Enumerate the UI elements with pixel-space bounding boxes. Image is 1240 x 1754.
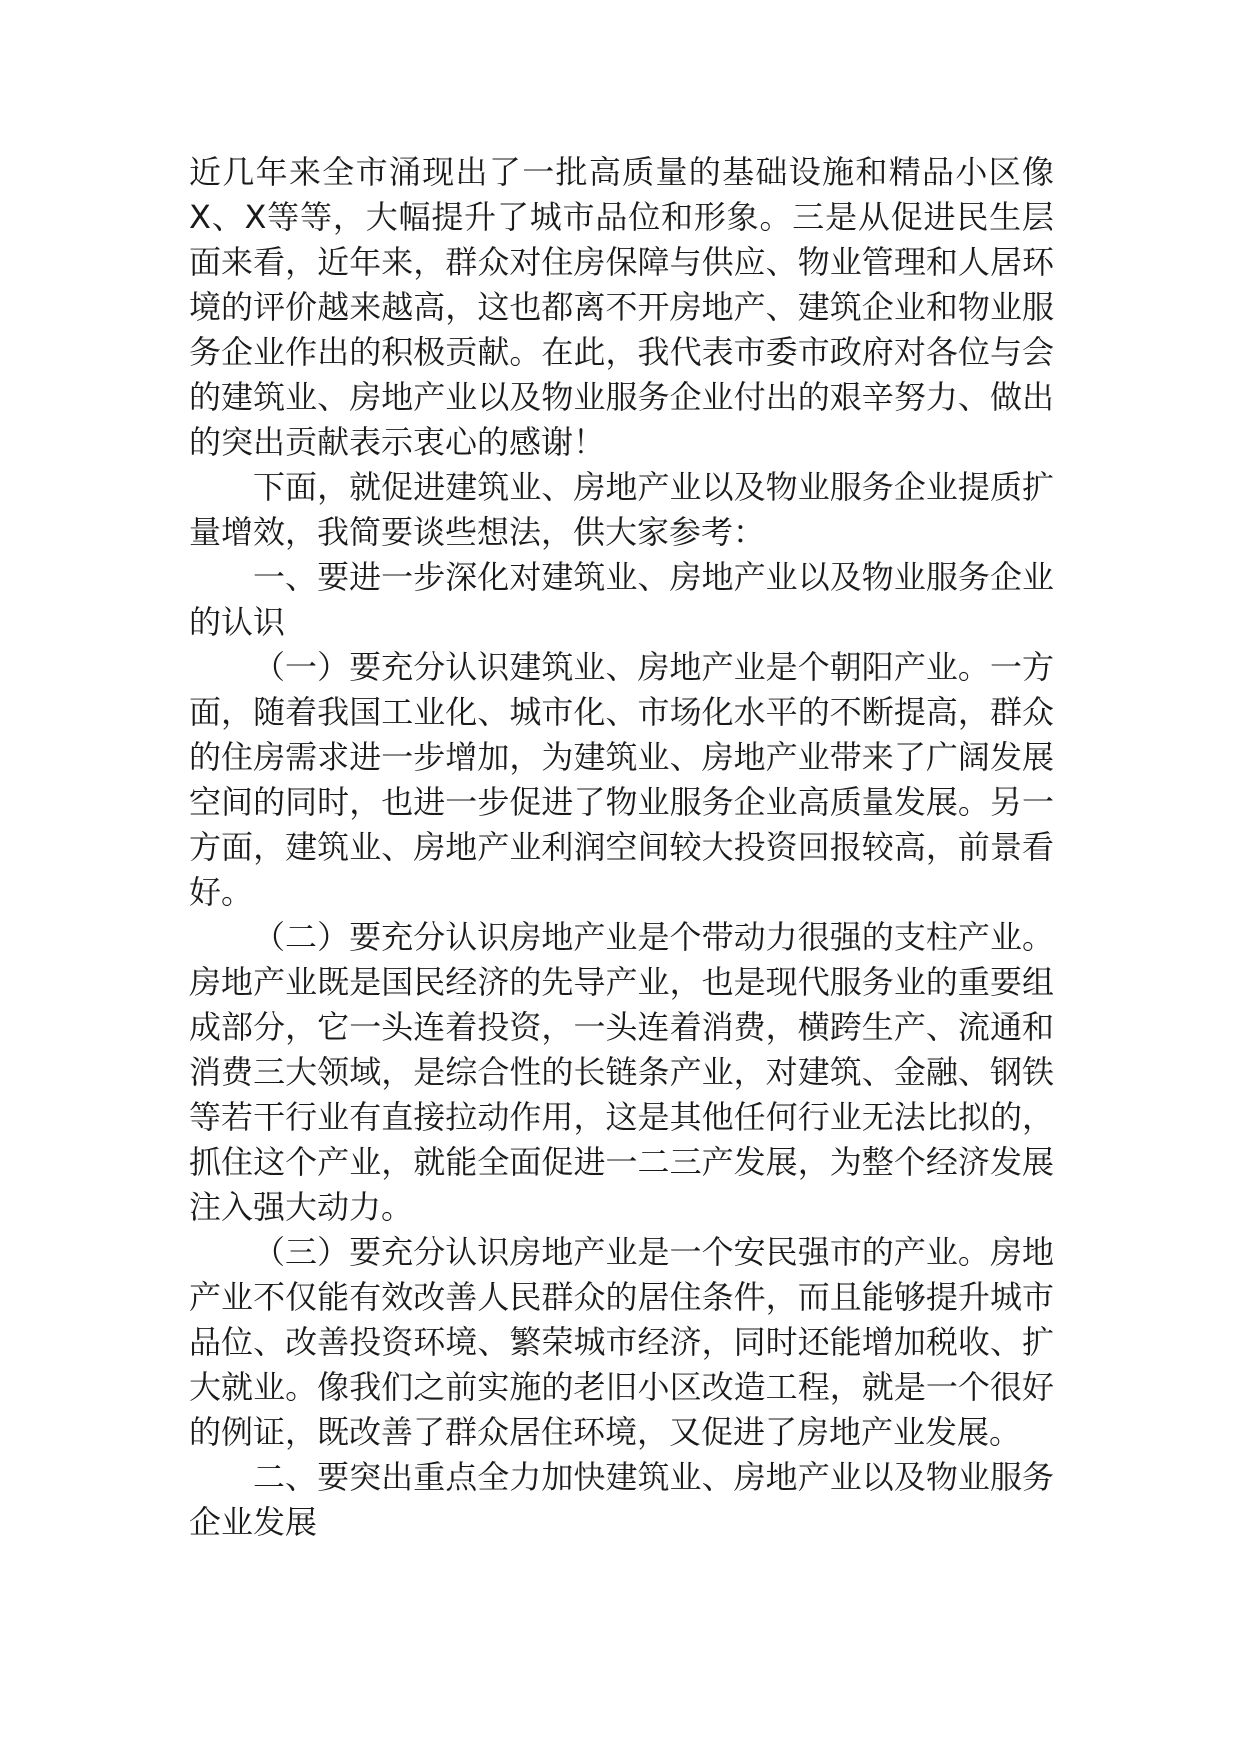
paragraph-point-2: （二）要充分认识房地产业是个带动力很强的支柱产业。房地产业既是国民经济的先导产业，也是现代服务业的重要组成部分，它一头连着投资，一头连着消费，横跨生产、流通和消费三大领域，是综合性的长链条产业，对建筑、金融、钢铁等若干行业有直接拉动作用，这是其他任何行业无法比拟的，抓住这个产业，就能全面促进一二三产发展，为整个经济发展注入强大动力。 bbox=[189, 918, 1054, 1226]
paragraph-continuation: 近几年来全市涌现出了一批高质量的基础设施和精品小区像X、X等等，大幅提升了城市品位和形象。三是从促进民生层面来看，近年来，群众对住房保障与供应、物业管理和人居环境的评价越来越高，这也都离不开房地产、建筑企业和物业服务企业作出的积极贡献。在此，我代表市委市政府对各位与会的建筑业、房地产业以及物业服务企业付出的艰辛努力、做出的突出贡献表示衷心的感谢！ bbox=[189, 153, 1054, 461]
paragraph-intro: 下面，就促进建筑业、房地产业以及物业服务企业提质扩量增效，我简要谈些想法，供大家参考： bbox=[189, 468, 1054, 551]
paragraph-point-3: （三）要充分认识房地产业是一个安民强市的产业。房地产业不仅能有效改善人民群众的居住条件，而且能够提升城市品位、改善投资环境、繁荣城市经济，同时还能增加税收、扩大就业。像我们之前实施的老旧小区改造工程，就是一个很好的例证，既改善了群众居住环境，又促进了房地产业发展。 bbox=[189, 1233, 1054, 1451]
document-page bbox=[189, 150, 1054, 1545]
section-heading-1: 一、要进一步深化对建筑业、房地产业以及物业服务企业的认识 bbox=[189, 558, 1054, 641]
section-heading-2: 二、要突出重点全力加快建筑业、房地产业以及物业服务企业发展 bbox=[189, 1458, 1054, 1541]
paragraph-point-1: （一）要充分认识建筑业、房地产业是个朝阳产业。一方面，随着我国工业化、城市化、市场化水平的不断提高，群众的住房需求进一步增加，为建筑业、房地产业带来了广阔发展空间的同时，也进一步促进了物业服务企业高质量发展。另一方面，建筑业、房地产业利润空间较大投资回报较高，前景看好。 bbox=[189, 648, 1054, 911]
